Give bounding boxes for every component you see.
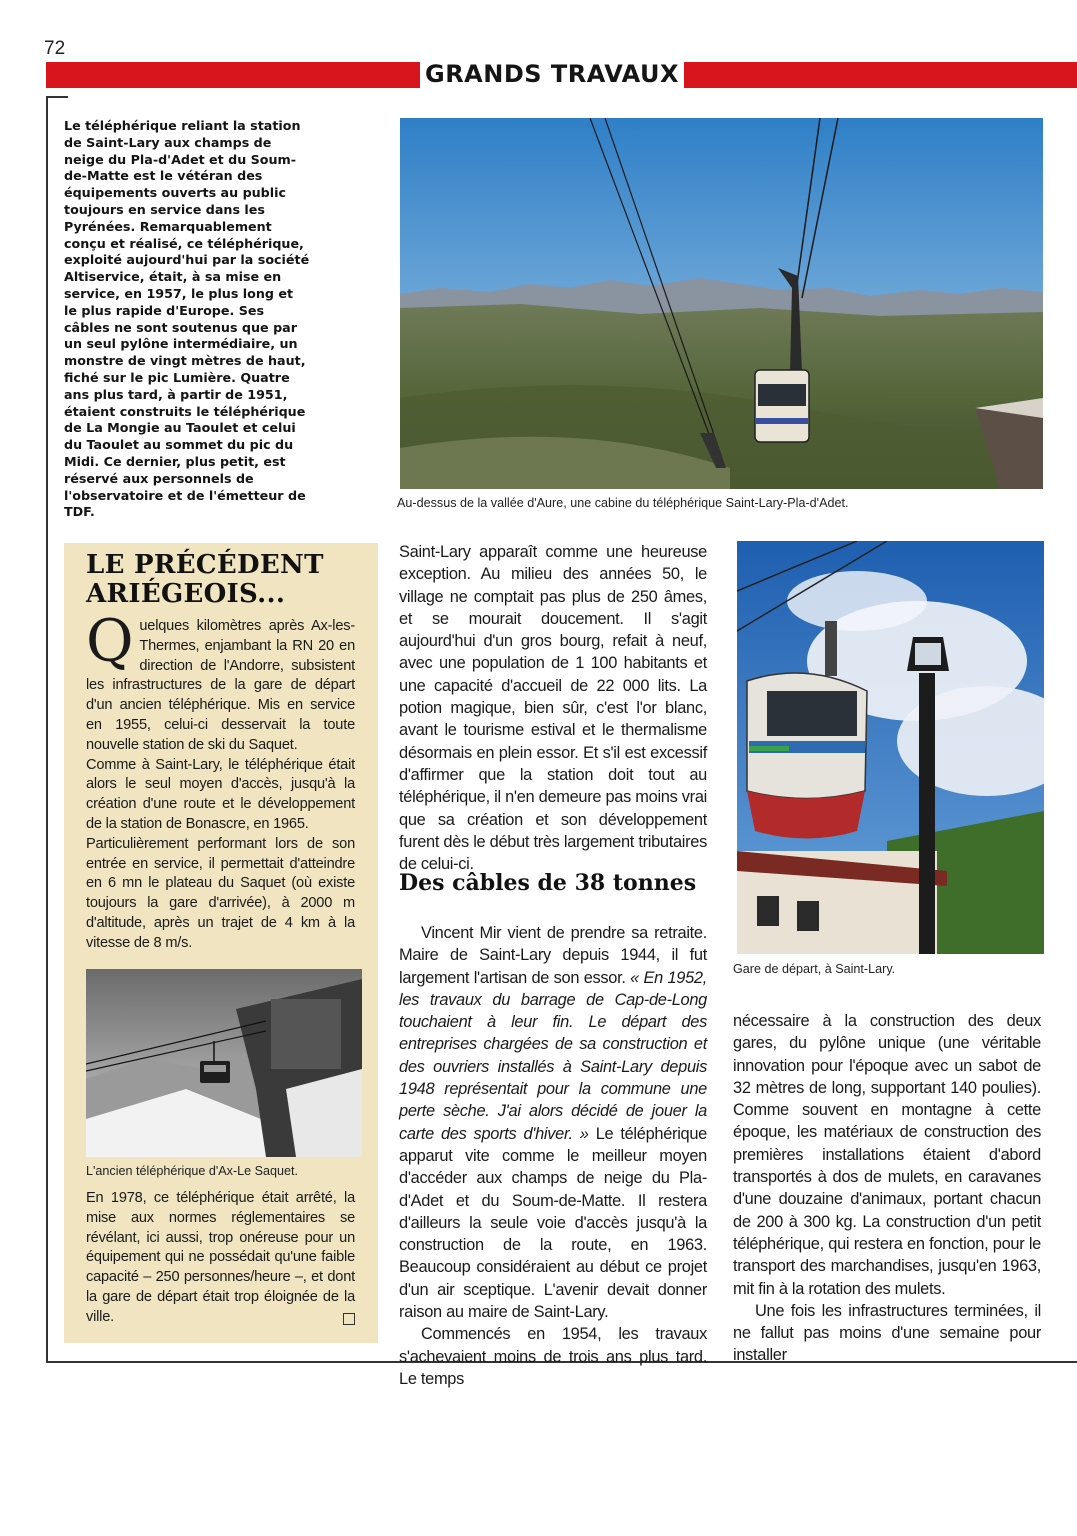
right-paragraph-1: nécessaire à la construction des deux gares, du pylône unique (une véritable innovation pour l'époque avec un sabot de 32 mètres de long, supportant 140 poulies). Comme souvent en montagne à cette époque, les matériaux de construction des premières installations étaient d'abord transportés à dos de mulets, en caravanes d'une douzaine d'animaux, portant chacun de 200 à 300 kg. La construction d'un petit téléphérique, qui restera en fonction, pour le transport des marchandises, jusqu'en 1963, mit fin à la rotation des mulets. — [733, 1012, 1041, 1298]
end-mark-icon — [343, 1313, 355, 1325]
header-band-left — [46, 62, 420, 88]
old-cable-car-image — [86, 969, 362, 1157]
main-photo — [400, 118, 1043, 489]
station-photo-caption: Gare de départ, à Saint-Lary. — [733, 962, 896, 976]
intro-paragraph: Le téléphérique reliant la station de Saint-Lary aux champs de neige du Pla-d'Adet et du Soum-de-Matte est le vétéran des équipements ouverts au public toujours en service dans les Pyrénées. Remarquablement conçu et réalisé, ce téléphérique, exploité aujourd'hui par la société Altiservice, était, à sa mise en service, en 1957, le plus long et le plus rapide d'Europe. Ses câbles ne sont soutenus que par un seul pylône intermédiaire, un monstre de vingt mètres de haut, fiché sur le pic Lumière. Quatre ans plus tard, à partir de 1951, étaient construits le téléphérique de La Mongie au Taoulet et celui du Taoulet au sommet du pic du Midi. Ce dernier, plus petit, est réservé aux personnels de l'observatoire et de l'émetteur de TDF. — [64, 118, 310, 520]
right-paragraph-2: Une fois les infrastructures terminées, il ne fallut pas moins d'une semaine pour installer — [733, 1301, 1041, 1365]
sidebar-body-top — [86, 607, 355, 957]
dropcap: Q — [86, 607, 134, 675]
center-paragraph-3: Commencés en 1954, les travaux s'achevaient moins de trois ans plus tard. Le temps — [399, 1325, 707, 1388]
right-column — [733, 1010, 1041, 1365]
cable-car-valley-image — [400, 118, 1043, 489]
station-photo — [737, 541, 1044, 954]
sidebar-body-bottom — [86, 1189, 355, 1339]
section-title: GRANDS TRAVAUX — [422, 56, 682, 92]
sidebar-paragraph-4: En 1978, ce téléphérique était arrêté, la mise aux normes réglementaires se révélant, ici aussi, trop onéreuse pour un équipement qui ne possédait qu'une faible capacité – 250 personnes/heure –, et dont la gare de départ était trop éloignée de la ville. — [86, 1190, 355, 1325]
page-number: 72 — [44, 38, 66, 59]
center-paragraph-1: Saint-Lary apparaît comme une heureuse exception. Au milieu des années 50, le village ne comptait pas plus de 250 âmes, et se mourait doucement. Il s'agit aujourd'hui d'un gros bourg, refait à neuf, avec une population de 1 100 habitants et une capacité d'accueil de 22 000 lits. La potion magique, bien sûr, c'est l'or blanc, avant le tourisme estival et le thermalisme désormais en plein essor. Et s'il est excessif d'affirmer que la station doit tout au téléphérique, il n'en demeure pas moins vrai que sa création et son développement furent dès le début très largement tributaires de celui-ci. — [399, 543, 707, 874]
sidebar-heading: LE PRÉCÉDENT ARIÉGEOIS... — [86, 550, 324, 609]
center-column-bottom — [399, 922, 707, 1388]
frame-rule-top — [46, 96, 68, 98]
center-paragraph-2: Vincent Mir vient de prendre sa retraite. Maire de Saint-Lary depuis 1944, il fut largement l'artisan de son essor. « En 1952, les travaux du barrage de Cap-de-Long touchaient à leur fin. Le départ des entreprises chargées de sa construction et des ouvriers installés à Saint-Lary depuis 1948 représentait pour la commune une perte sèche. J'ai alors décidé de jouer la carte des sports d'hiver. » Le téléphérique apparut vite comme le meilleur moyen d'accéder aux champs de neige du Pla-d'Adet et du Soum-de-Matte. Il restera d'ailleurs la seule voie d'accès jusqu'à la construction de la route, en 1963. Beaucoup considéraient au début ce projet d'un air sceptique. L'avenir devait donner raison au maire de Saint-Lary. — [399, 924, 707, 1322]
header-band-right — [684, 62, 1077, 88]
departure-station-image — [737, 541, 1044, 954]
frame-rule-left — [46, 96, 48, 1362]
main-photo-caption: Au-dessus de la vallée d'Aure, une cabine du téléphérique Saint-Lary-Pla-d'Adet. — [397, 496, 849, 510]
old-cable-car-photo — [86, 969, 362, 1157]
sidebar-paragraph-1: Quelques kilomètres après Ax-les-Thermes, enjambant la RN 20 en direction de l'Andorre, subsistent les infrastructures de la gare de départ d'un ancien téléphérique. Mis en service en 1955, celui-ci desservait la toute nouvelle station de ski du Saquet. — [86, 607, 355, 753]
sidebar-paragraph-2: Comme à Saint-Lary, le téléphérique était alors le seul moyen d'accès, jusqu'à la création d'une route et le développement de la station de Bonascre, en 1965. — [86, 756, 355, 832]
sidebar-paragraph-3: Particulièrement performant lors de son entrée en service, il permettait d'atteindre en 6 mn le plateau du Saquet (où existe toujours la gare d'arrivée), à 2000 m d'altitude, après un trajet de 4 km à la vitesse de 8 m/s. — [86, 835, 355, 951]
old-photo-caption: L'ancien téléphérique d'Ax-Le Saquet. — [86, 1164, 299, 1178]
center-column-top — [399, 541, 707, 874]
subheading: Des câbles de 38 tonnes — [399, 870, 697, 896]
